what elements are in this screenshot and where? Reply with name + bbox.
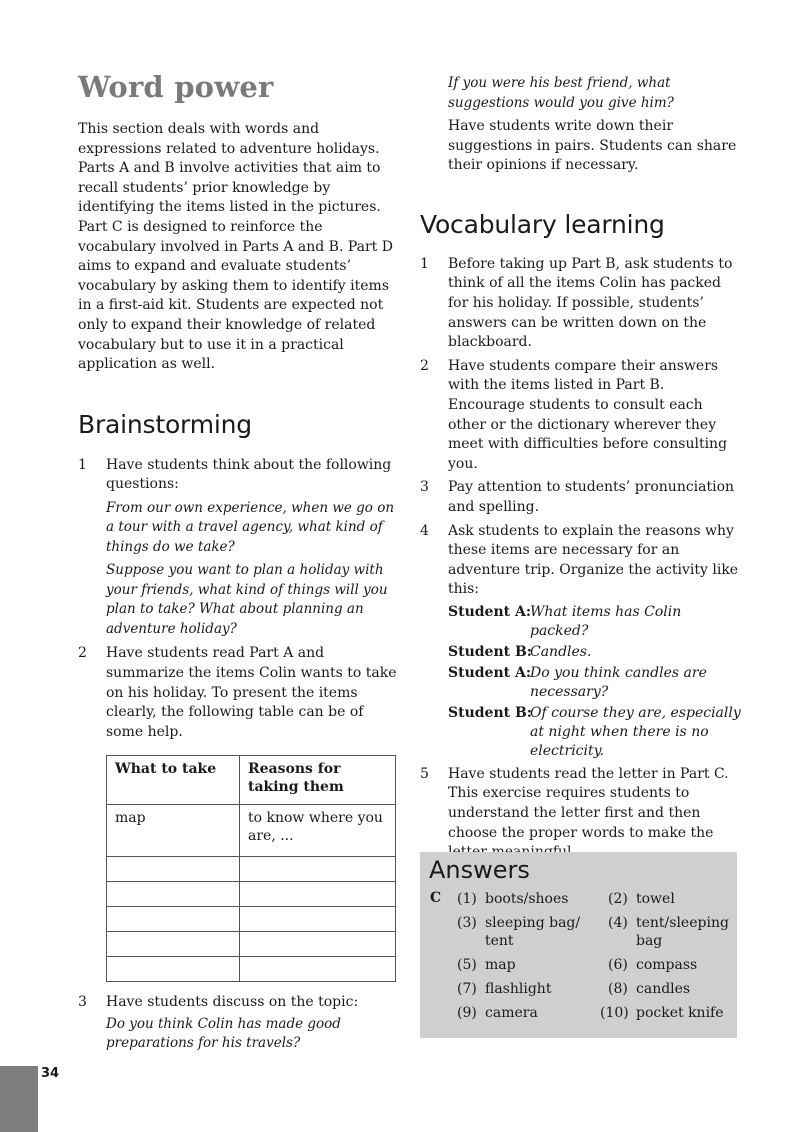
brainstorming-item-1 bbox=[78, 456, 398, 640]
answer-value: map bbox=[485, 957, 516, 973]
answer-label: (9) bbox=[457, 1005, 477, 1021]
answer-item bbox=[600, 890, 733, 908]
table-cell-empty bbox=[107, 957, 240, 982]
answer-value: pocket knife bbox=[636, 1005, 724, 1021]
question-1: Do you think Colin has made good preparations for his travels? bbox=[106, 1015, 341, 1052]
item-text: Have students discuss on the topic: bbox=[106, 994, 359, 1011]
answer-label: (6) bbox=[608, 957, 628, 973]
items-table bbox=[106, 755, 396, 982]
question-2: Suppose you want to plan a holiday with your friends, what kind of things will you plan to take? What about planning an adventure holiday? bbox=[106, 562, 388, 637]
item-text: Ask students to explain the reasons why these items are necessary for an adventure trip. Organize the activity like this: bbox=[448, 522, 739, 598]
answer-value: sleeping bag/ tent bbox=[485, 915, 581, 949]
vocabulary-item-5 bbox=[420, 765, 742, 863]
table-cell-empty bbox=[240, 882, 396, 907]
table-row-empty bbox=[107, 907, 396, 932]
brainstorming-heading: Brainstorming bbox=[78, 409, 252, 439]
table-header-what: What to take bbox=[107, 756, 240, 805]
answer-value: compass bbox=[636, 957, 698, 973]
vocabulary-list bbox=[420, 255, 742, 863]
answer-value: tent/sleeping bag bbox=[636, 915, 729, 949]
page-number: 34 bbox=[41, 1066, 60, 1081]
left-column bbox=[78, 70, 398, 1054]
answer-value: camera bbox=[485, 1005, 538, 1021]
answer-label: (1) bbox=[457, 891, 477, 907]
table-cell-empty bbox=[240, 957, 396, 982]
answer-item bbox=[457, 914, 597, 950]
item-number: 3 bbox=[420, 479, 429, 496]
answers-left-column bbox=[457, 890, 597, 1028]
speaker-line: Of course they are, especially at night when there is no electricity. bbox=[530, 704, 741, 759]
table-cell-empty bbox=[107, 932, 240, 957]
item-number: 2 bbox=[78, 645, 87, 662]
answer-value: candles bbox=[636, 981, 691, 997]
question-2: If you were his best friend, what suggestions would you give him? bbox=[448, 75, 674, 111]
brainstorming-item-3 bbox=[78, 993, 398, 1054]
right-column bbox=[420, 74, 742, 863]
table-cell: map bbox=[107, 805, 240, 857]
answer-value: boots/shoes bbox=[485, 891, 569, 907]
table-row-empty bbox=[107, 957, 396, 982]
answer-item bbox=[600, 980, 733, 998]
vocabulary-item-4 bbox=[420, 522, 742, 761]
speaker-label: Student B: bbox=[448, 643, 532, 660]
item-text: Have students compare their answers with the items listed in Part B. Encourage students to consult each other or the dictionary wherever they meet with difficulties before consulting you. bbox=[448, 357, 728, 472]
answer-label: (3) bbox=[457, 915, 477, 931]
table-cell-empty bbox=[107, 907, 240, 932]
answer-item bbox=[457, 890, 597, 908]
item-number: 1 bbox=[78, 456, 87, 473]
word-power-heading: Word power bbox=[78, 70, 274, 104]
answer-label: (5) bbox=[457, 957, 477, 973]
answers-right-column bbox=[600, 890, 733, 1028]
table-cell-empty bbox=[240, 907, 396, 932]
vocabulary-item-1 bbox=[420, 255, 742, 353]
answer-value: towel bbox=[636, 891, 675, 907]
brainstorming-list bbox=[78, 456, 398, 743]
page-edge-bar bbox=[0, 1066, 38, 1132]
dialogue-line bbox=[448, 643, 742, 662]
table-cell-empty bbox=[240, 857, 396, 882]
answer-item bbox=[600, 956, 733, 974]
answer-item bbox=[457, 980, 597, 998]
dialogue-line bbox=[448, 664, 742, 702]
item-text: Pay attention to students’ pronunciation and spelling. bbox=[448, 479, 735, 515]
table-cell-empty bbox=[240, 932, 396, 957]
answers-section-letter: C bbox=[430, 890, 442, 906]
table-cell-empty bbox=[107, 857, 240, 882]
brainstorming-list-cont bbox=[78, 993, 398, 1054]
table-cell: to know where you are, ... bbox=[240, 805, 396, 857]
item-number: 2 bbox=[420, 357, 429, 374]
item-text: Have students read Part A and summarize the items Colin wants to take on his holiday. To present the items clearly, the following table can be of some help. bbox=[106, 645, 397, 740]
table-row-empty bbox=[107, 882, 396, 907]
table-row-empty bbox=[107, 932, 396, 957]
answer-label: (2) bbox=[608, 891, 628, 907]
answer-label: (8) bbox=[608, 981, 628, 997]
word-power-paragraph: This section deals with words and expressions related to adventure holidays. Parts A and B involve activities that aim to recall students’ prior knowledge by identifying the items listed in the pictures. Part C is designed to reinforce the vocabulary involved in Parts A and B. Part D aims to expand and evaluate students’ vocabulary by asking them to identify items in a first-aid kit. Students are expected not only to expand their knowledge of related vocabulary but to use it in a practical application as well. bbox=[78, 121, 393, 373]
answer-item bbox=[600, 1004, 733, 1022]
item-text: Have students read the letter in Part C. This exercise requires students to understand the letter first and then choose the proper words to make the bbox=[448, 765, 729, 841]
brainstorming-item-2 bbox=[78, 644, 398, 742]
answer-value: flashlight bbox=[485, 981, 552, 997]
answers-box bbox=[420, 852, 737, 1038]
question-1: From our own experience, when we go on a tour with a travel agency, what kind of things do we take? bbox=[106, 499, 395, 555]
speaker-label: Student B: bbox=[448, 704, 532, 721]
answer-item bbox=[600, 914, 733, 950]
vocabulary-item-2 bbox=[420, 357, 742, 475]
item-text: Before taking up Part B, ask students to think of all the items Colin has packed for his holiday. If possible, students’ answers can be written down on the blackboard. bbox=[448, 255, 733, 351]
answer-label: (4) bbox=[608, 915, 628, 931]
speaker-label: Student A: bbox=[448, 664, 532, 681]
vocabulary-item-3 bbox=[420, 478, 742, 517]
answer-label: (7) bbox=[457, 981, 477, 997]
speaker-line: Do you think candles are necessary? bbox=[530, 664, 707, 700]
item-number: 1 bbox=[420, 255, 429, 272]
item-text: Have students think about the following questions: bbox=[106, 456, 392, 493]
table-cell-empty bbox=[107, 882, 240, 907]
dialogue-line bbox=[448, 704, 742, 761]
item-number: 4 bbox=[420, 522, 429, 539]
item-number: 3 bbox=[78, 994, 87, 1011]
item-number: 5 bbox=[420, 765, 429, 782]
answer-item bbox=[457, 1004, 597, 1022]
answers-heading: Answers bbox=[429, 856, 530, 884]
vocabulary-heading: Vocabulary learning bbox=[420, 209, 665, 239]
answer-label: (10) bbox=[600, 1005, 629, 1021]
speaker-line: Candles. bbox=[530, 643, 592, 660]
table-row bbox=[107, 805, 396, 857]
speaker-line: What items has Colin packed? bbox=[530, 603, 682, 639]
table-header-reasons: Reasons for taking them bbox=[240, 756, 396, 805]
dialogue-line bbox=[448, 603, 742, 641]
table-row-empty bbox=[107, 857, 396, 882]
follow-up-text: Have students write down their suggestions in pairs. Students can share their opinions if necessary. bbox=[448, 118, 737, 174]
speaker-label: Student A: bbox=[448, 603, 532, 620]
answer-item bbox=[457, 956, 597, 974]
